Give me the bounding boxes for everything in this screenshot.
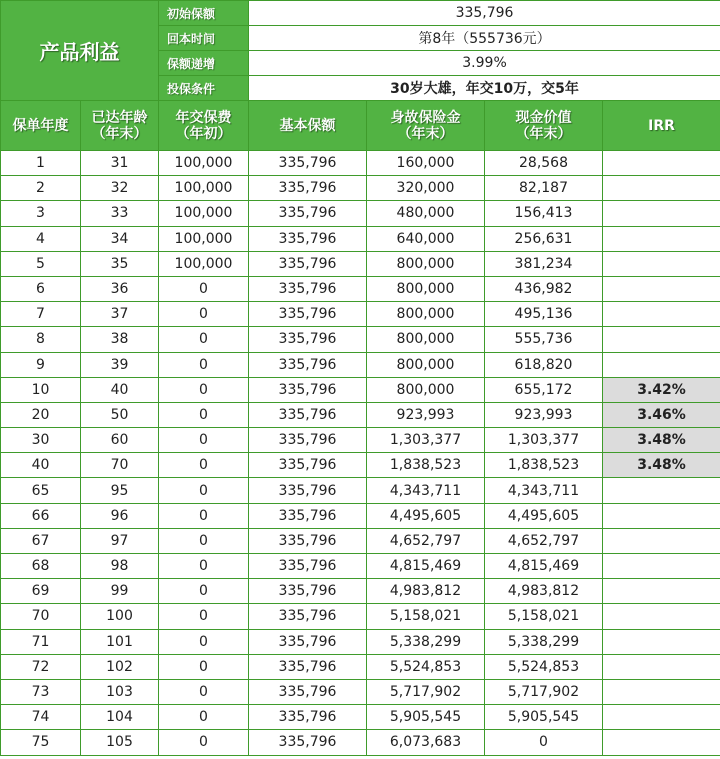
irr-cell [603,352,720,377]
cash-value-cell: 655,172 [485,377,603,402]
table-row [1,151,720,176]
base-sum-cell: 335,796 [249,226,367,251]
policy-year-cell: 75 [1,730,81,755]
cash-value-cell: 1,838,523 [485,453,603,478]
age-cell: 39 [81,352,159,377]
death-benefit-cell: 5,158,021 [367,604,485,629]
policy-year-cell: 4 [1,226,81,251]
cash-value-cell: 5,158,021 [485,604,603,629]
death-benefit-cell: 4,495,605 [367,503,485,528]
irr-cell [603,604,720,629]
cash-value-cell: 381,234 [485,251,603,276]
cash-value-cell: 0 [485,730,603,755]
irr-cell [603,226,720,251]
premium-cell: 0 [159,705,249,730]
table-row [1,402,720,427]
premium-cell: 0 [159,604,249,629]
table-row [1,554,720,579]
policy-year-cell: 40 [1,453,81,478]
premium-cell: 0 [159,428,249,453]
irr-cell [603,176,720,201]
death-benefit-cell: 6,073,683 [367,730,485,755]
base-sum-cell: 335,796 [249,604,367,629]
base-sum-cell: 335,796 [249,176,367,201]
col-header-age: 已达年龄 （年末） [81,101,159,151]
age-cell: 34 [81,226,159,251]
policy-year-cell: 74 [1,705,81,730]
age-cell: 95 [81,478,159,503]
cash-value-cell: 4,815,469 [485,554,603,579]
irr-cell [603,151,720,176]
base-sum-cell: 335,796 [249,579,367,604]
condition-value: 30岁大雄，年交10万，交5年 [249,76,720,101]
premium-cell: 0 [159,402,249,427]
table-row [1,730,720,755]
base-sum-cell: 335,796 [249,679,367,704]
policy-year-cell: 71 [1,629,81,654]
payback-value: 第8年（555736元） [249,26,720,51]
cash-value-cell: 555,736 [485,327,603,352]
premium-cell: 0 [159,302,249,327]
cash-value-cell: 5,524,853 [485,654,603,679]
death-benefit-cell: 800,000 [367,251,485,276]
cash-value-cell: 5,717,902 [485,679,603,704]
table-row [1,654,720,679]
base-sum-cell: 335,796 [249,654,367,679]
age-cell: 33 [81,201,159,226]
age-cell: 37 [81,302,159,327]
base-sum-cell: 335,796 [249,629,367,654]
base-sum-cell: 335,796 [249,201,367,226]
table-row [1,705,720,730]
col-header-premium: 年交保费 （年初） [159,101,249,151]
irr-cell: 3.42% [603,377,720,402]
irr-cell: 3.48% [603,453,720,478]
death-benefit-cell: 5,524,853 [367,654,485,679]
age-cell: 97 [81,528,159,553]
cash-value-cell: 82,187 [485,176,603,201]
death-benefit-cell: 160,000 [367,151,485,176]
age-cell: 32 [81,176,159,201]
table-row [1,604,720,629]
table-row [1,302,720,327]
table-row [1,679,720,704]
death-benefit-cell: 5,717,902 [367,679,485,704]
age-cell: 38 [81,327,159,352]
base-sum-cell: 335,796 [249,377,367,402]
death-benefit-cell: 5,905,545 [367,705,485,730]
table-row [1,428,720,453]
table-row [1,201,720,226]
product-benefit-title: 产品利益 [1,1,159,101]
premium-cell: 0 [159,528,249,553]
policy-year-cell: 6 [1,276,81,301]
death-benefit-cell: 923,993 [367,402,485,427]
age-cell: 99 [81,579,159,604]
death-benefit-cell: 4,652,797 [367,528,485,553]
base-sum-cell: 335,796 [249,705,367,730]
policy-year-cell: 70 [1,604,81,629]
cash-value-cell: 618,820 [485,352,603,377]
death-benefit-cell: 800,000 [367,377,485,402]
death-benefit-cell: 800,000 [367,276,485,301]
condition-label: 投保条件 [159,76,249,101]
payback-label: 回本时间 [159,26,249,51]
table-row [1,251,720,276]
irr-cell [603,276,720,301]
irr-cell [603,705,720,730]
cash-value-cell: 28,568 [485,151,603,176]
irr-cell: 3.48% [603,428,720,453]
premium-cell: 0 [159,629,249,654]
irr-cell [603,579,720,604]
col-header-irr: IRR [603,101,720,151]
table-row [1,176,720,201]
age-cell: 31 [81,151,159,176]
policy-year-cell: 20 [1,402,81,427]
base-sum-cell: 335,796 [249,352,367,377]
policy-year-cell: 67 [1,528,81,553]
policy-year-cell: 72 [1,654,81,679]
policy-year-cell: 30 [1,428,81,453]
premium-cell: 0 [159,679,249,704]
table-row [1,503,720,528]
table-row [1,629,720,654]
premium-cell: 0 [159,453,249,478]
base-sum-cell: 335,796 [249,327,367,352]
death-benefit-cell: 320,000 [367,176,485,201]
initial-sum-label: 初始保额 [159,1,249,26]
death-benefit-cell: 1,303,377 [367,428,485,453]
age-cell: 103 [81,679,159,704]
death-benefit-cell: 4,983,812 [367,579,485,604]
col-header-cash-value: 现金价值 （年末） [485,101,603,151]
premium-cell: 0 [159,730,249,755]
table-row [1,453,720,478]
age-cell: 35 [81,251,159,276]
irr-cell [603,730,720,755]
premium-cell: 100,000 [159,151,249,176]
base-sum-cell: 335,796 [249,151,367,176]
death-benefit-cell: 5,338,299 [367,629,485,654]
irr-cell [603,629,720,654]
cash-value-cell: 5,905,545 [485,705,603,730]
base-sum-cell: 335,796 [249,453,367,478]
policy-year-cell: 73 [1,679,81,704]
base-sum-cell: 335,796 [249,503,367,528]
age-cell: 101 [81,629,159,654]
policy-year-cell: 8 [1,327,81,352]
death-benefit-cell: 1,838,523 [367,453,485,478]
table-row [1,377,720,402]
death-benefit-cell: 800,000 [367,327,485,352]
growth-label: 保额递增 [159,51,249,76]
base-sum-cell: 335,796 [249,302,367,327]
death-benefit-cell: 4,815,469 [367,554,485,579]
cash-value-cell: 5,338,299 [485,629,603,654]
policy-year-cell: 66 [1,503,81,528]
age-cell: 40 [81,377,159,402]
policy-year-cell: 5 [1,251,81,276]
cash-value-cell: 4,652,797 [485,528,603,553]
death-benefit-cell: 640,000 [367,226,485,251]
policy-year-cell: 65 [1,478,81,503]
irr-cell [603,478,720,503]
cash-value-cell: 256,631 [485,226,603,251]
base-sum-cell: 335,796 [249,276,367,301]
table-row [1,327,720,352]
premium-cell: 0 [159,554,249,579]
irr-cell: 3.46% [603,402,720,427]
policy-year-cell: 10 [1,377,81,402]
premium-cell: 0 [159,327,249,352]
irr-cell [603,327,720,352]
cash-value-cell: 156,413 [485,201,603,226]
base-sum-cell: 335,796 [249,428,367,453]
irr-cell [603,528,720,553]
irr-cell [603,302,720,327]
table-row [1,528,720,553]
table-row [1,579,720,604]
policy-year-cell: 1 [1,151,81,176]
irr-cell [603,503,720,528]
irr-cell [603,251,720,276]
premium-cell: 0 [159,352,249,377]
policy-year-cell: 68 [1,554,81,579]
growth-value: 3.99% [249,51,720,76]
policy-year-cell: 2 [1,176,81,201]
initial-sum-value: 335,796 [249,1,720,26]
cash-value-cell: 495,136 [485,302,603,327]
premium-cell: 100,000 [159,226,249,251]
death-benefit-cell: 4,343,711 [367,478,485,503]
death-benefit-cell: 480,000 [367,201,485,226]
base-sum-cell: 335,796 [249,402,367,427]
age-cell: 60 [81,428,159,453]
premium-cell: 0 [159,503,249,528]
death-benefit-cell: 800,000 [367,302,485,327]
col-header-base-sum: 基本保额 [249,101,367,151]
policy-year-cell: 9 [1,352,81,377]
cash-value-cell: 4,343,711 [485,478,603,503]
cash-value-cell: 436,982 [485,276,603,301]
age-cell: 100 [81,604,159,629]
policy-year-cell: 3 [1,201,81,226]
premium-cell: 0 [159,654,249,679]
base-sum-cell: 335,796 [249,478,367,503]
age-cell: 96 [81,503,159,528]
base-sum-cell: 335,796 [249,730,367,755]
policy-year-cell: 7 [1,302,81,327]
base-sum-cell: 335,796 [249,528,367,553]
col-header-policy-year: 保单年度 [1,101,81,151]
table-row [1,226,720,251]
column-header-row [1,101,720,151]
premium-cell: 100,000 [159,176,249,201]
age-cell: 36 [81,276,159,301]
premium-cell: 100,000 [159,251,249,276]
base-sum-cell: 335,796 [249,554,367,579]
irr-cell [603,554,720,579]
table-row [1,478,720,503]
death-benefit-cell: 800,000 [367,352,485,377]
premium-cell: 0 [159,377,249,402]
irr-cell [603,201,720,226]
irr-cell [603,654,720,679]
cash-value-cell: 923,993 [485,402,603,427]
age-cell: 98 [81,554,159,579]
cash-value-cell: 1,303,377 [485,428,603,453]
table-row [1,276,720,301]
age-cell: 102 [81,654,159,679]
premium-cell: 100,000 [159,201,249,226]
age-cell: 70 [81,453,159,478]
age-cell: 104 [81,705,159,730]
premium-cell: 0 [159,276,249,301]
col-header-death-benefit: 身故保险金 （年末） [367,101,485,151]
base-sum-cell: 335,796 [249,251,367,276]
irr-cell [603,679,720,704]
policy-year-cell: 69 [1,579,81,604]
cash-value-cell: 4,495,605 [485,503,603,528]
table-row [1,352,720,377]
cash-value-cell: 4,983,812 [485,579,603,604]
premium-cell: 0 [159,579,249,604]
age-cell: 50 [81,402,159,427]
premium-cell: 0 [159,478,249,503]
age-cell: 105 [81,730,159,755]
